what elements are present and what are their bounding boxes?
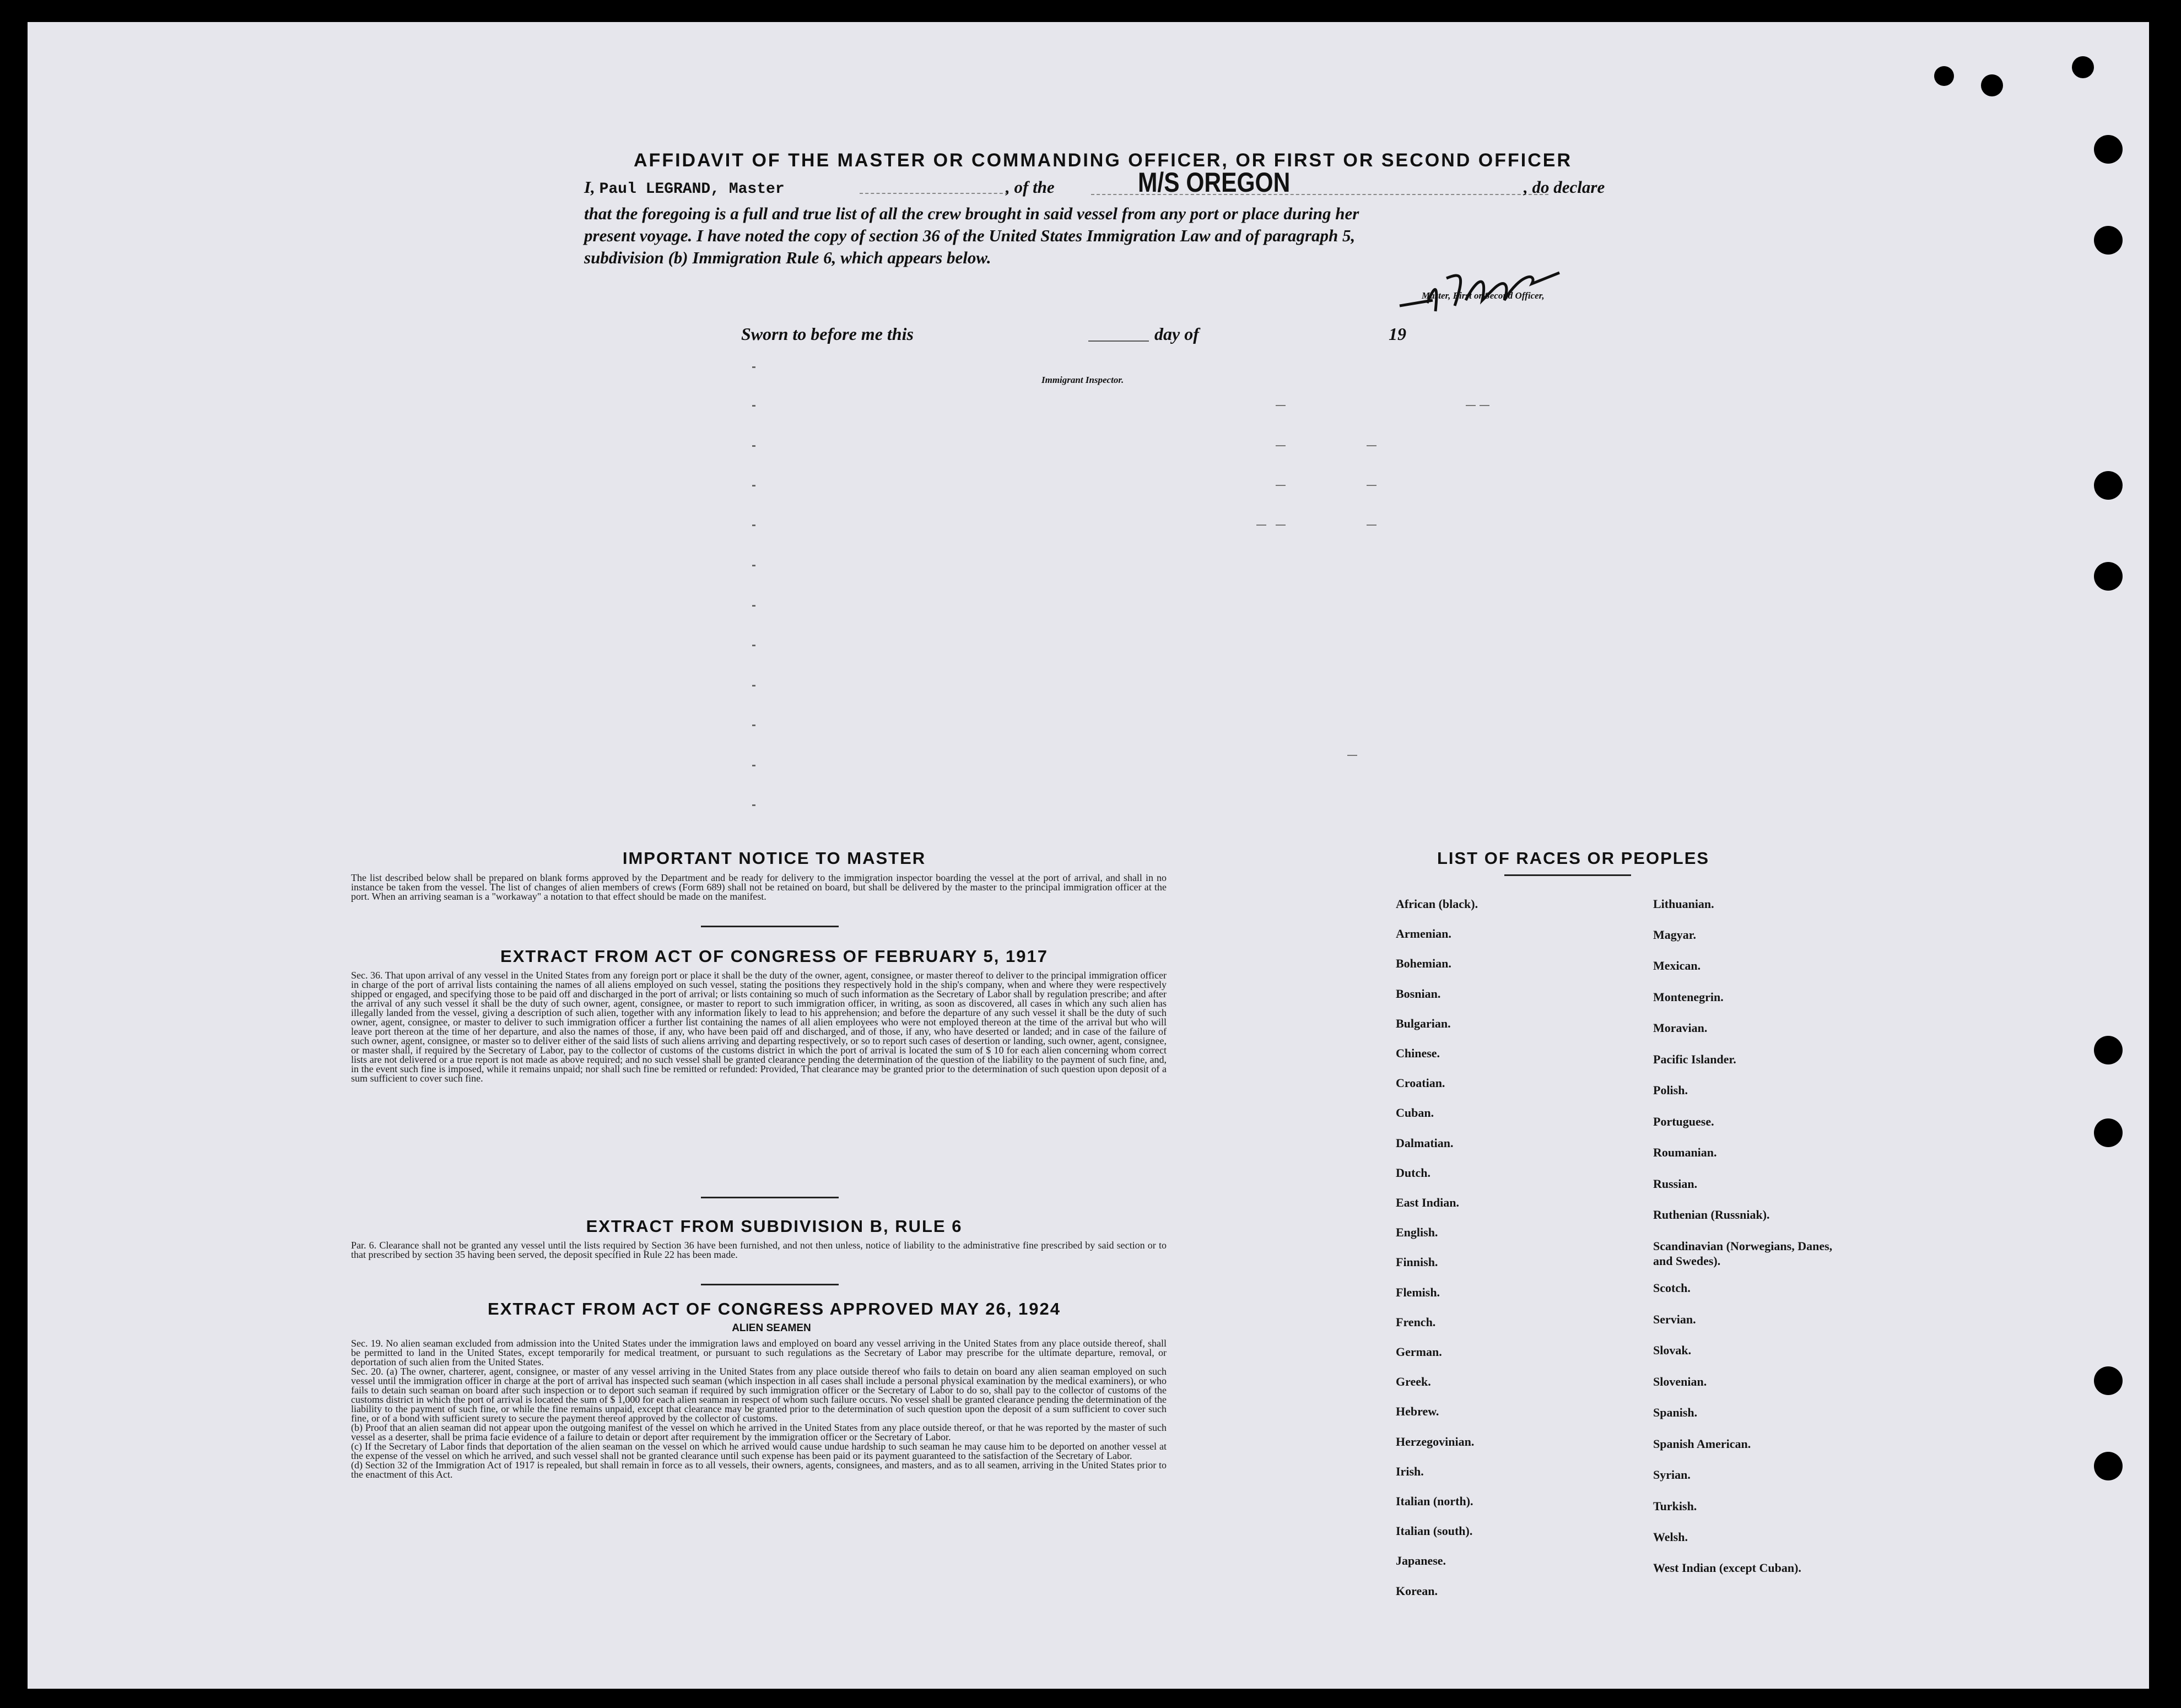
- tick-mark: [752, 725, 755, 726]
- races-rule: [1504, 874, 1631, 876]
- punch-hole: [2094, 135, 2123, 164]
- tick-mark: [752, 565, 755, 566]
- race-item: Magyar.: [1653, 928, 1697, 942]
- race-item: Bosnian.: [1396, 986, 1441, 1001]
- signature-caption: Master, First or Second Officer,: [1422, 290, 1545, 301]
- tick-mark: [752, 685, 755, 687]
- race-item: Greek.: [1396, 1375, 1431, 1389]
- race-item: Polish.: [1653, 1083, 1688, 1097]
- punch-hole: [2094, 1118, 2123, 1147]
- dash-mark: [1276, 485, 1286, 486]
- section-rule: [701, 1197, 839, 1198]
- do-declare-text: , do declare: [1524, 177, 1605, 197]
- race-item: Roumanian.: [1653, 1145, 1717, 1159]
- section-rule: [701, 1284, 839, 1285]
- race-item: Flemish.: [1396, 1285, 1440, 1299]
- race-item: West Indian (except Cuban).: [1653, 1561, 1801, 1575]
- race-item: Turkish.: [1653, 1499, 1697, 1513]
- punch-hole: [2094, 1036, 2123, 1064]
- race-item: Dutch.: [1396, 1165, 1430, 1180]
- races-title: LIST OF RACES OR PEOPLES: [1437, 848, 1710, 868]
- tick-mark: [752, 645, 755, 646]
- dash-mark: [1466, 405, 1476, 406]
- race-item: Bulgarian.: [1396, 1016, 1451, 1030]
- dash-mark: [1276, 525, 1286, 526]
- dash-mark: [1367, 445, 1376, 446]
- notice-body: The list described below shall be prepared on blank forms approved by the Department and be ready for delivery to the immigration inspector boarding the vessel at the port of arrival, and shall in no instance be taken from the vessel. The list of changes of alien members of crews (Form 689) shall not be retained on board, but shall be delivered by the master to the principal immigration officer at the port. When an arriving seaman is a "workaway" a notation to that effect should be made on the manifest.: [351, 872, 1167, 902]
- declaration-line-1: [584, 177, 785, 198]
- act-1924-subtitle: ALIEN SEAMEN: [732, 1322, 811, 1334]
- dash-mark: [1256, 525, 1266, 526]
- race-item: Slovenian.: [1653, 1375, 1707, 1388]
- race-item: Spanish.: [1653, 1406, 1698, 1419]
- dash-mark: [1276, 445, 1286, 446]
- ship-name-stamp: M/S OREGON: [1138, 167, 1291, 198]
- race-item: Welsh.: [1653, 1530, 1688, 1544]
- race-item: Croatian.: [1396, 1076, 1445, 1090]
- name-underline: [860, 193, 1008, 194]
- punch-hole: [2094, 1452, 2123, 1480]
- tick-mark: [752, 405, 755, 407]
- race-item: Herzegovinian.: [1396, 1434, 1475, 1448]
- race-item: Scotch.: [1653, 1281, 1691, 1295]
- race-item: Irish.: [1396, 1464, 1424, 1478]
- race-item: Spanish American.: [1653, 1437, 1751, 1451]
- tick-mark: [752, 485, 755, 487]
- act-1924-body: [351, 1339, 1167, 1479]
- act-1917-body: Sec. 36. That upon arrival of any vessel in the United States from any foreign port or place it shall be the duty of the owner, agent, consignee, or master thereof to deliver to the principal immigration officer in charge of the port of arrival lists containing the names of all aliens employed on such vessel, stating the positions they respectively hold in the ship's company, when and where they were respectively shipped or engaged, and specifying those to be paid off and discharged in the port of arrival; or lists containing so much of such information as the Secretary of Labor shall by regulation prescribe; and after the arrival of any such vessel it shall be the duty of such owner, agent, consignee, or master to report to such immigration officer, in writing, as soon as discovered, all cases in which any such alien has illegally landed from the vessel, giving a description of such alien, together with any information likely to lead to his apprehension; and before the departure of any such vessel it shall be the duty of such owner, agent, consignee, or master to deliver to such immigration officer a further list containing the names of all alien employees who were not employed thereon at the time of the arrival but who will leave port thereon at the time of her departure, and also the names of those, if any, who have been paid off and discharged, and of those, if any, who have deserted or landed; and in case of the failure of such owner, agent, consignee, or master so to deliver either of the said lists of such aliens arriving and departing respectively, or so to report such cases of desertion or landing, such owner, agent, consignee, or master shall, if required by the Secretary of Labor, pay to the collector of customs of the customs district in which the port of arrival is located the sum of $ 10 for each alien concerning whom correct lists are not delivered or a true report is not made as above required; and no such vessel shall be granted clearance pending the determination of the question of the liability to the payment of such fine, and, in the event such fine is imposed, while it remains unpaid; nor shall such fine be remitted or refunded: Provided, That clearance may be granted prior to the determination of such question upon deposit of a sum sufficient to cover such fine.: [351, 970, 1167, 1084]
- punch-hole: [2094, 1366, 2123, 1395]
- dash-mark: [1367, 525, 1376, 526]
- declarant-prefix: I,: [584, 177, 595, 197]
- tick-mark: [752, 765, 755, 766]
- tick-mark: [752, 366, 755, 368]
- rule-6-title: EXTRACT FROM SUBDIVISION B, RULE 6: [586, 1217, 963, 1236]
- race-item: French.: [1396, 1315, 1436, 1329]
- sec-20b-text: (b) Proof that an alien seaman did not appear upon the outgoing manifest of the vessel on which he arrived in the United States from any place outside thereof, or that he was reported by the master of such vessel as a deserter, shall be prima facie evidence of a failure to detain or deport after requirement by the immigration officer or the Secretary of Labor.: [351, 1422, 1167, 1442]
- year-prefix: 19: [1389, 324, 1406, 344]
- race-item: Italian (north).: [1396, 1494, 1473, 1508]
- race-item: Korean.: [1396, 1583, 1438, 1598]
- declaration-line-2: that the foregoing is a full and true list of all the crew brought in said vessel from any port or place during her: [584, 204, 1359, 223]
- race-item: Slovak.: [1653, 1343, 1692, 1357]
- day-blank: [1088, 340, 1149, 342]
- punch-hole: [1981, 74, 2003, 96]
- race-item: Pacific Islander.: [1653, 1052, 1736, 1066]
- punch-hole: [1934, 66, 1954, 86]
- declaration-line-3: present voyage. I have noted the copy of section 36 of the United States Immigration Law and of paragraph 5,: [584, 226, 1356, 245]
- master-name: Paul LEGRAND, Master: [599, 181, 785, 198]
- tick-mark: [752, 605, 755, 607]
- race-item: Chinese.: [1396, 1046, 1440, 1060]
- race-item: East Indian.: [1396, 1196, 1459, 1209]
- tick-mark: [752, 525, 755, 526]
- race-item: Servian.: [1653, 1312, 1696, 1326]
- race-item: Scandinavian (Norwegians, Danes, and Swedes).: [1653, 1239, 1833, 1268]
- inspector-caption: Immigrant Inspector.: [1041, 375, 1124, 385]
- dash-mark: [1367, 485, 1376, 486]
- of-the-text: , of the: [1006, 177, 1055, 197]
- race-item: Armenian.: [1396, 927, 1451, 941]
- race-item: German.: [1396, 1345, 1442, 1359]
- race-item: Japanese.: [1396, 1554, 1446, 1568]
- tick-mark: [752, 445, 755, 447]
- race-item: Finnish.: [1396, 1255, 1438, 1269]
- race-item: English.: [1396, 1225, 1438, 1240]
- master-signature: [1394, 240, 1626, 322]
- act-1917-title: EXTRACT FROM ACT OF CONGRESS OF FEBRUARY 5, 1917: [500, 947, 1048, 966]
- race-item: African (black).: [1396, 897, 1478, 911]
- day-of-text: day of: [1154, 324, 1199, 344]
- sec-20d-text: (d) Section 32 of the Immigration Act of 1917 is repealed, but shall remain in force as to all vessels, their owners, agents, consignees, and masters, and as to all seamen, arriving in the United States prior to the enactment of this Act.: [351, 1460, 1167, 1480]
- dash-mark: [1347, 755, 1357, 756]
- manifest-page: [28, 22, 2149, 1689]
- race-item: Bohemian.: [1396, 956, 1451, 971]
- punch-hole: [2094, 471, 2123, 500]
- affidavit-title: AFFIDAVIT OF THE MASTER OR COMMANDING OFFICER, OR FIRST OR SECOND OFFICER: [634, 150, 1572, 171]
- race-item: Hebrew.: [1396, 1404, 1439, 1419]
- dash-mark: [1480, 405, 1489, 406]
- tick-mark: [752, 804, 755, 806]
- notice-title: IMPORTANT NOTICE TO MASTER: [622, 848, 926, 868]
- sworn-prefix: Sworn to before me this: [741, 324, 914, 344]
- race-item: Mexican.: [1653, 959, 1701, 972]
- punch-hole: [2094, 226, 2123, 255]
- race-item: Cuban.: [1396, 1106, 1434, 1120]
- race-item: Moravian.: [1653, 1021, 1708, 1035]
- punch-hole: [2094, 562, 2123, 591]
- race-item: Lithuanian.: [1653, 897, 1714, 911]
- sec-19-text: Sec. 19. No alien seaman excluded from admission into the United States under the immigration laws and employed on board any vessel arriving in the United States from any place outside thereof, shall be permitted to land in the United States, except temporarily for medical treatment, or pursuant to such regulations as the Secretary of Labor may prescribe for the ultimate departure, removal, or deportation of such alien from the United States.: [351, 1338, 1167, 1368]
- sec-20c-text: (c) If the Secretary of Labor finds that deportation of the alien seaman on the vessel on which he arrived would cause undue hardship to such seaman he may cause him to be deported on another vessel at the expense of the vessel on which he arrived, and such vessel shall not be granted clearance until such expense has been paid or its payment guaranteed to the satisfaction of the Secretary of Labor.: [351, 1441, 1167, 1461]
- race-item: Dalmatian.: [1396, 1136, 1454, 1150]
- race-item: Ruthenian (Russniak).: [1653, 1208, 1770, 1221]
- dash-mark: [1276, 405, 1286, 406]
- declaration-line-4: subdivision (b) Immigration Rule 6, which appears below.: [584, 248, 991, 267]
- race-item: Italian (south).: [1396, 1524, 1473, 1538]
- punch-hole: [2072, 56, 2094, 78]
- race-item: Montenegrin.: [1653, 990, 1724, 1004]
- race-item: Portuguese.: [1653, 1115, 1714, 1128]
- race-item: Russian.: [1653, 1177, 1698, 1191]
- rule-6-body: Par. 6. Clearance shall not be granted any vessel until the lists required by Section 36 have been furnished, and not then unless, notice of liability to the administrative fine prescribed by said section or to that prescribed by section 35 having been served, the deposit specified in Rule 22 has been made.: [351, 1240, 1167, 1260]
- section-rule: [701, 926, 839, 927]
- race-item: Syrian.: [1653, 1468, 1691, 1482]
- sec-20a-text: Sec. 20. (a) The owner, charterer, agent, consignee, or master of any vessel arriving in the United States from any place outside thereof who fails to detain on board any alien seaman employed on such vessel until the immigration officer in charge at the port of arrival has inspected such seaman (which inspection in all cases shall include a personal physical examination by the medical examiners), or who fails to detain such seaman on board after such inspection or to deport such seaman if required by such immigration officer or the Secretary of Labor to do so, shall pay to the collector of customs of the customs district in which the port of arrival is located the sum of $ 1,000 for each alien seaman in respect of whom such failure occurs. No vessel shall be granted clearance pending the determination of the liability to the payment of such fine, or while the fine remains unpaid, except that clearance may be granted prior to the determination of such question upon the deposit of a sum sufficient to cover such fine, or of a bond with sufficient surety to secure the payment thereof approved by the collector of customs.: [351, 1366, 1167, 1424]
- act-1924-title: EXTRACT FROM ACT OF CONGRESS APPROVED MAY 26, 1924: [488, 1299, 1061, 1318]
